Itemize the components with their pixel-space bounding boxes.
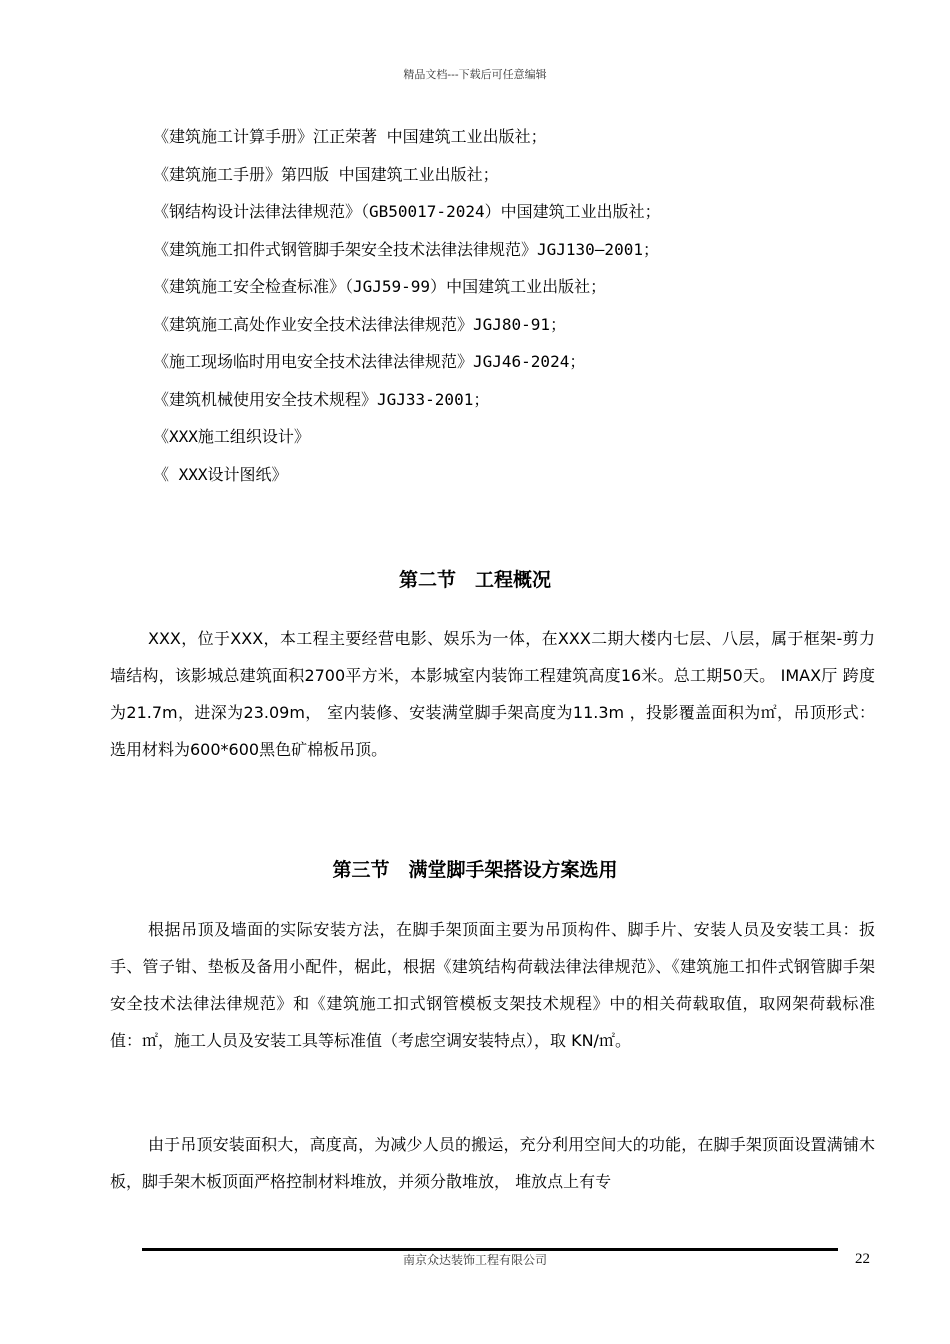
section-2-paragraph: XXX，位于XXX，本工程主要经营电影、娱乐为一体，在XXX二期大楼内七层、八层，属于框架-剪力墙结构，该影城总建筑面积2700平方米，本影城室内装饰工程建筑高度16米。总工期50天。 IMAX厅 跨度为21.7m，进深为23.09m， 室内装修、安装满堂脚手架高度为11.3m ，投影覆盖面积为㎡，吊顶形式：选用材料为600*600黑色矿棉板吊顶。 — [110, 629, 875, 759]
reference-item: 《施工现场临时用电安全技术法律法律规范》JGJ46-2024； — [153, 352, 586, 371]
reference-item: 《建筑施工计算手册》江正荣著 中国建筑工业出版社； — [153, 127, 547, 146]
reference-item: 《 XXX设计图纸》 — [153, 464, 288, 484]
footer-company: 南京众达装饰工程有限公司 — [402, 1253, 547, 1267]
reference-item: 《XXX施工组织设计》 — [153, 427, 310, 446]
page-header: 精品文档---下载后可任意编辑 — [403, 68, 547, 81]
page-number: 22 — [855, 1251, 870, 1267]
reference-item: 《建筑施工安全检查标准》（JGJ59-99）中国建筑工业出版社； — [153, 277, 607, 296]
reference-list — [153, 122, 661, 497]
reference-item: 《钢结构设计法律法律规范》（GB50017-2024）中国建筑工业出版社； — [153, 202, 661, 221]
reference-item: 《建筑机械使用安全技术规程》JGJ33-2001； — [153, 389, 490, 409]
section-3-heading: 第三节 满堂脚手架搭设方案选用 — [332, 859, 618, 881]
section-2-heading: 第二节 工程概况 — [398, 569, 551, 591]
section-3-paragraph-2: 由于吊顶安装面积大，高度高，为减少人员的搬运，充分利用空间大的功能，在脚手架顶面设置满铺木板，脚手架木板顶面严格控制材料堆放，并须分散堆放， 堆放点上有专 — [110, 1135, 875, 1191]
section-3-paragraph-1: 根据吊顶及墙面的实际安装方法，在脚手架顶面主要为吊顶构件、脚手片、安装人员及安装工具：扳手、管子钳、垫板及备用小配件，椐此，根据《建筑结构荷载法律法律规范》、《建筑施工扣件式钢管脚手架安全技术法律法律规范》和《建筑施工扣式钢管模板支架技术规程》中的相关荷载取值，取网架荷载标准值：㎡，施工人员及安装工具等标准值（考虑空调安装特点），取 KN/㎡。 — [110, 920, 875, 1050]
reference-item: 《建筑施工手册》第四版 中国建筑工业出版社； — [153, 164, 499, 184]
reference-item: 《建筑施工高处作业安全技术法律法律规范》JGJ80-91； — [153, 314, 567, 334]
reference-item: 《建筑施工扣件式钢管脚手架安全技术法律法律规范》JGJ130—2001； — [153, 239, 659, 259]
